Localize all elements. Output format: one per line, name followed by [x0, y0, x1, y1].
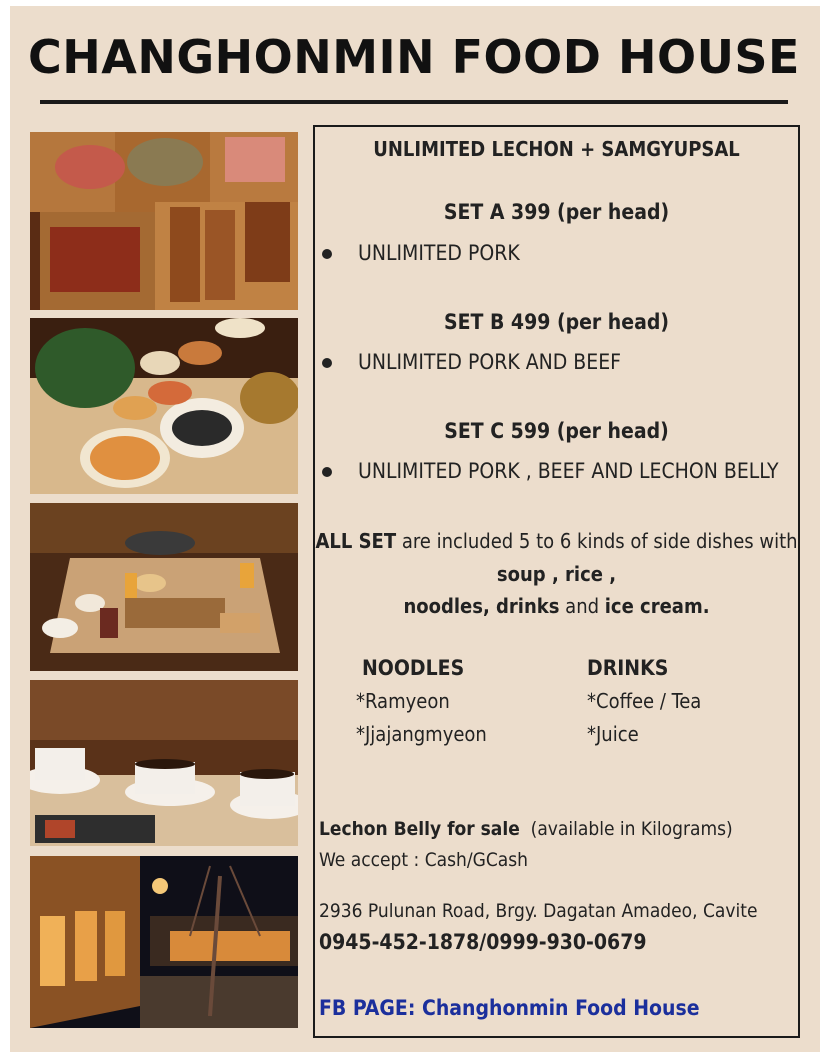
lechon-sale-note: (available in Kilograms): [530, 818, 733, 840]
noodles-title: NOODLES: [362, 656, 465, 680]
noodles-item-1: *Ramyeon: [356, 689, 450, 713]
photo-pork-boards: [30, 132, 298, 310]
set-a-title: SET A 399 (per head): [443, 200, 670, 224]
set-c-title: SET C 599 (per head): [444, 419, 669, 443]
drinks-item-1: *Coffee / Tea: [587, 689, 702, 713]
fb-page-link[interactable]: Changhonmin Food House: [421, 996, 700, 1020]
phone-numbers[interactable]: 0945-452-1878/0999-930-0679: [319, 930, 647, 954]
set-b-item: UNLIMITED PORK AND BEEF: [358, 350, 622, 374]
all-set-lead: ALL SET: [315, 529, 397, 553]
title-divider: [40, 100, 788, 104]
address: 2936 Pulunan Road, Brgy. Dagatan Amadeo, Cavite: [319, 900, 758, 922]
noodles-drinks-text: noodles, drinks: [403, 594, 560, 618]
all-set-line-3: [313, 594, 800, 618]
lechon-sale-label: Lechon Belly for sale: [319, 818, 520, 840]
drinks-title: DRINKS: [587, 656, 669, 680]
photo-restaurant-exterior: [30, 856, 298, 1028]
bullet-icon: [322, 249, 332, 259]
menu-heading: UNLIMITED LECHON + SAMGYUPSAL: [373, 137, 740, 161]
all-set-line-2: soup , rice ,: [496, 562, 617, 586]
set-a-item: UNLIMITED PORK: [358, 241, 520, 265]
all-set-text: are included 5 to 6 kinds of side dishes with: [396, 529, 798, 553]
drinks-item-2: *Juice: [587, 722, 639, 746]
photo-table-spread: [30, 503, 298, 671]
all-set-line-1: [313, 529, 800, 553]
ice-cream-text: ice cream.: [604, 594, 710, 618]
set-c-item: UNLIMITED PORK , BEEF AND LECHON BELLY: [358, 459, 779, 483]
fb-page-line[interactable]: [319, 996, 700, 1020]
payment-methods: We accept : Cash/GCash: [319, 849, 529, 871]
bullet-icon: [322, 358, 332, 368]
fb-page-label: FB PAGE:: [319, 996, 416, 1020]
noodles-item-2: *Jjajangmyeon: [356, 722, 487, 746]
set-b-title: SET B 499 (per head): [443, 310, 669, 334]
bullet-icon: [322, 467, 332, 477]
and-text: and: [559, 594, 605, 618]
photo-side-dishes: [30, 318, 298, 494]
photo-coffee-cups: [30, 680, 298, 846]
lechon-sale-line: [319, 818, 733, 840]
page-title: CHANGHONMIN FOOD HOUSE: [28, 30, 800, 84]
